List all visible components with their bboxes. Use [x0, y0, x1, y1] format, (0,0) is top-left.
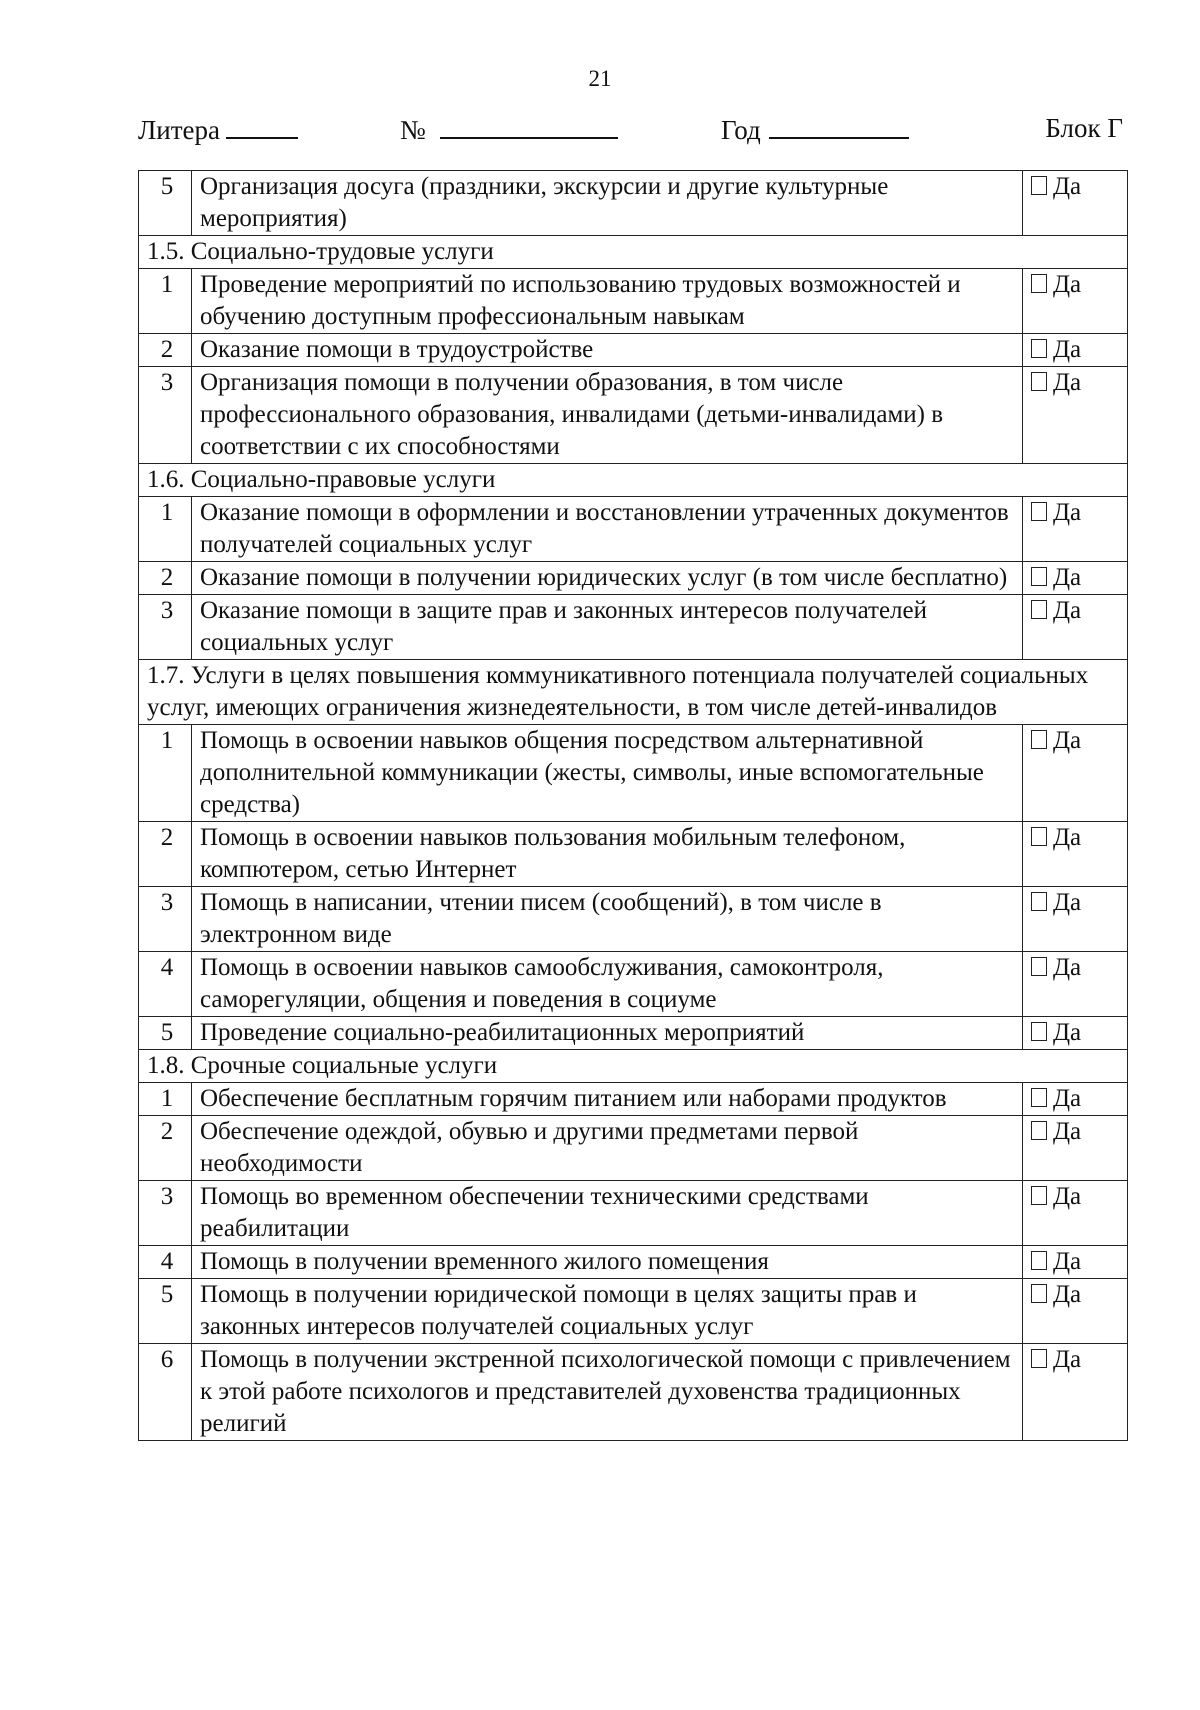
answer-cell — [1023, 1181, 1128, 1246]
service-number: 5 — [139, 1279, 192, 1344]
yes-label: Да — [1053, 1248, 1082, 1275]
service-row — [139, 497, 1128, 562]
page-number: 21 — [588, 66, 612, 91]
service-row — [139, 334, 1128, 367]
answer-cell — [1023, 1116, 1128, 1181]
yes-label: Да — [1053, 271, 1082, 298]
answer-cell — [1023, 497, 1128, 562]
service-row — [139, 1083, 1128, 1116]
answer-cell — [1023, 952, 1128, 1017]
yes-label: Да — [1053, 824, 1082, 851]
yes-label: Да — [1053, 336, 1082, 363]
service-row — [139, 887, 1128, 952]
service-description: Помощь в освоении навыков самообслуживания, самоконтроля, саморегуляции, общения и поведения в социуме — [192, 952, 1023, 1017]
service-description: Оказание помощи в трудоустройстве — [192, 334, 1023, 367]
service-number: 4 — [139, 1246, 192, 1279]
litera-label: Литера — [138, 115, 221, 145]
yes-checkbox[interactable] — [1031, 957, 1047, 976]
service-row — [139, 269, 1128, 334]
answer-cell — [1023, 1083, 1128, 1116]
service-description: Оказание помощи в защите прав и законных интересов получателей социальных услуг — [192, 595, 1023, 660]
service-description: Оказание помощи в оформлении и восстановлении утраченных документов получателей социальных услуг — [192, 497, 1023, 562]
number-blank[interactable] — [440, 113, 618, 139]
yes-checkbox[interactable] — [1031, 176, 1047, 195]
block-label: Блок Г — [1045, 113, 1123, 143]
service-number: 2 — [139, 1116, 192, 1181]
yes-checkbox[interactable] — [1031, 339, 1047, 358]
service-row — [139, 595, 1128, 660]
service-number: 5 — [139, 171, 192, 236]
service-description: Организация досуга (праздники, экскурсии и другие культурные мероприятия) — [192, 171, 1023, 236]
yes-label: Да — [1053, 954, 1082, 981]
litera-blank[interactable] — [226, 113, 298, 139]
yes-label: Да — [1053, 1281, 1082, 1308]
service-row — [139, 1017, 1128, 1050]
service-number: 1 — [139, 497, 192, 562]
service-description: Помощь в освоении навыков пользования мобильным телефоном, компютером, сетью Интернет — [192, 822, 1023, 887]
yes-checkbox[interactable] — [1031, 892, 1047, 911]
service-row — [139, 725, 1128, 822]
yes-label: Да — [1053, 499, 1082, 526]
services-table — [138, 170, 1128, 1441]
yes-label: Да — [1053, 1183, 1082, 1210]
yes-label: Да — [1053, 564, 1082, 591]
yes-label: Да — [1053, 727, 1082, 754]
yes-checkbox[interactable] — [1031, 372, 1047, 391]
service-description: Организация помощи в получении образования, в том числе профессионального образования, инвалидами (детьми-инвалидами) в соответствии с их способностями — [192, 367, 1023, 464]
answer-cell — [1023, 171, 1128, 236]
service-number: 2 — [139, 562, 192, 595]
yes-checkbox[interactable] — [1031, 502, 1047, 521]
service-row — [139, 1116, 1128, 1181]
service-row — [139, 822, 1128, 887]
answer-cell — [1023, 595, 1128, 660]
yes-checkbox[interactable] — [1031, 1121, 1047, 1140]
service-number: 3 — [139, 887, 192, 952]
service-description: Обеспечение одеждой, обувью и другими предметами первой необходимости — [192, 1116, 1023, 1181]
service-number: 5 — [139, 1017, 192, 1050]
yes-label: Да — [1053, 889, 1082, 916]
yes-checkbox[interactable] — [1031, 274, 1047, 293]
answer-cell — [1023, 1017, 1128, 1050]
service-number: 2 — [139, 334, 192, 367]
section-title: 1.5. Социально-трудовые услуги — [139, 236, 1128, 269]
yes-checkbox[interactable] — [1031, 1349, 1047, 1368]
service-number: 3 — [139, 1181, 192, 1246]
answer-cell — [1023, 1279, 1128, 1344]
service-row — [139, 1246, 1128, 1279]
answer-cell — [1023, 822, 1128, 887]
service-row — [139, 1279, 1128, 1344]
yes-label: Да — [1053, 1346, 1082, 1373]
yes-checkbox[interactable] — [1031, 1022, 1047, 1041]
yes-checkbox[interactable] — [1031, 600, 1047, 619]
service-description: Проведение мероприятий по использованию трудовых возможностей и обучению доступным профессиональным навыкам — [192, 269, 1023, 334]
service-number: 6 — [139, 1344, 192, 1441]
number-label: № — [400, 115, 426, 145]
service-row — [139, 171, 1128, 236]
services-table-body — [139, 171, 1128, 1441]
yes-checkbox[interactable] — [1031, 1186, 1047, 1205]
section-row — [139, 464, 1128, 497]
service-number: 3 — [139, 595, 192, 660]
service-number: 2 — [139, 822, 192, 887]
answer-cell — [1023, 334, 1128, 367]
section-title: 1.6. Социально-правовые услуги — [139, 464, 1128, 497]
form-header — [138, 113, 1123, 145]
yes-label: Да — [1053, 597, 1082, 624]
service-number: 4 — [139, 952, 192, 1017]
yes-checkbox[interactable] — [1031, 1251, 1047, 1270]
service-description: Помощь в получении экстренной психологической помощи с привлечением к этой работе психологов и представителей духовенства традиционных религий — [192, 1344, 1023, 1441]
yes-label: Да — [1053, 1019, 1082, 1046]
service-description: Проведение социально-реабилитационных мероприятий — [192, 1017, 1023, 1050]
service-row — [139, 952, 1128, 1017]
service-number: 1 — [139, 725, 192, 822]
answer-cell — [1023, 725, 1128, 822]
yes-checkbox[interactable] — [1031, 1088, 1047, 1107]
service-number: 1 — [139, 1083, 192, 1116]
service-description: Оказание помощи в получении юридических услуг (в том числе бесплатно) — [192, 562, 1023, 595]
answer-cell — [1023, 1344, 1128, 1441]
number-field — [400, 113, 618, 146]
answer-cell — [1023, 1246, 1128, 1279]
service-row — [139, 1344, 1128, 1441]
section-title: 1.8. Срочные социальные услуги — [139, 1050, 1128, 1083]
service-description: Помощь в написании, чтении писем (сообщений), в том числе в электронном виде — [192, 887, 1023, 952]
yes-label: Да — [1053, 1118, 1082, 1145]
answer-cell — [1023, 269, 1128, 334]
litera-field — [138, 113, 298, 146]
service-description: Помощь в получении временного жилого помещения — [192, 1246, 1023, 1279]
year-field — [721, 113, 909, 146]
section-row — [139, 236, 1128, 269]
yes-label: Да — [1053, 369, 1082, 396]
service-row — [139, 367, 1128, 464]
yes-checkbox[interactable] — [1031, 1284, 1047, 1303]
service-row — [139, 1181, 1128, 1246]
answer-cell — [1023, 367, 1128, 464]
section-title: 1.7. Услуги в целях повышения коммуникативного потенциала получателей социальных услуг, имеющих ограничения жизнедеятельности, в том числе детей-инвалидов — [139, 660, 1128, 725]
yes-checkbox[interactable] — [1031, 567, 1047, 586]
year-blank[interactable] — [769, 113, 909, 139]
service-description: Обеспечение бесплатным горячим питанием или наборами продуктов — [192, 1083, 1023, 1116]
yes-label: Да — [1053, 173, 1082, 200]
service-description: Помощь в получении юридической помощи в целях защиты прав и законных интересов получателей социальных услуг — [192, 1279, 1023, 1344]
section-row — [139, 660, 1128, 725]
yes-checkbox[interactable] — [1031, 827, 1047, 846]
service-description: Помощь в освоении навыков общения посредством альтернативной дополнительной коммуникации (жесты, символы, иные вспомогательные средства) — [192, 725, 1023, 822]
service-number: 1 — [139, 269, 192, 334]
yes-label: Да — [1053, 1085, 1082, 1112]
service-number: 3 — [139, 367, 192, 464]
yes-checkbox[interactable] — [1031, 730, 1047, 749]
answer-cell — [1023, 887, 1128, 952]
section-row — [139, 1050, 1128, 1083]
year-label: Год — [721, 115, 761, 145]
answer-cell — [1023, 562, 1128, 595]
service-description: Помощь во временном обеспечении техническими средствами реабилитации — [192, 1181, 1023, 1246]
service-row — [139, 562, 1128, 595]
